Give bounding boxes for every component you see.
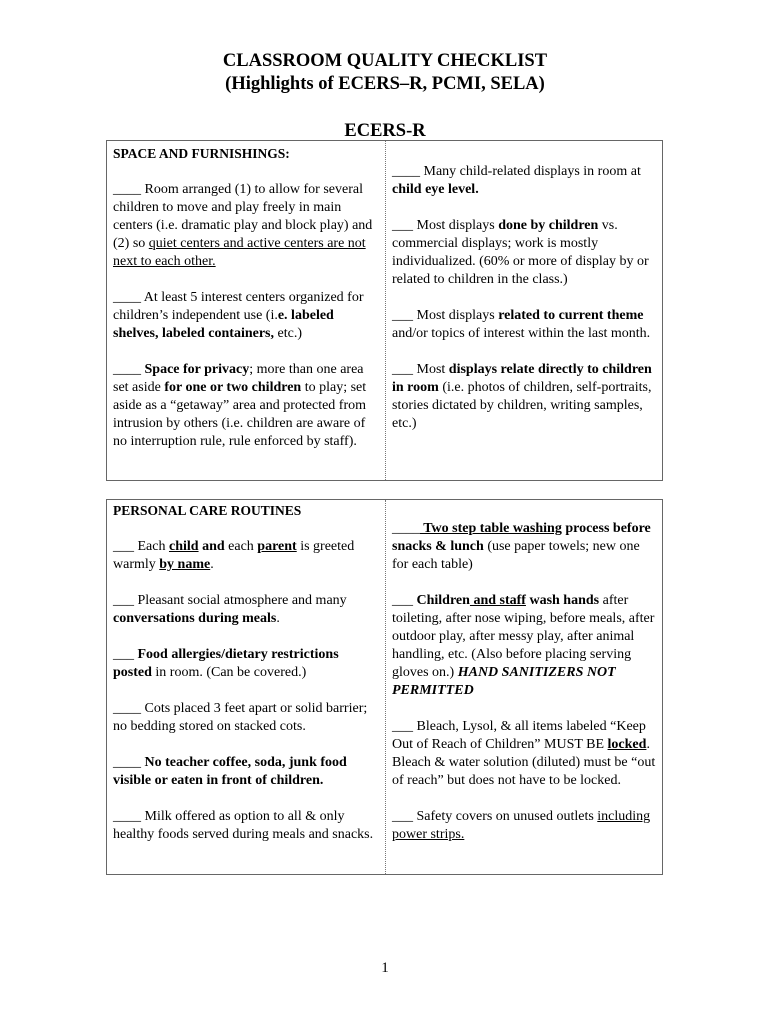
space-item-displays-theme: ___ Most displays related to current theme and/or topics of interest within the last month.	[392, 308, 651, 341]
care-item-hand-washing: ___ Children and staff wash hands after toileting, after nose wiping, before meals, after outdoor play, after messy play, after animal handling, etc. (Also before placing serving gloves on.) HAND SANITIZERS NOT PERMITTED	[392, 593, 655, 698]
checkbox-blank[interactable]: ___	[392, 809, 413, 824]
section-title: ECERS-R	[344, 121, 426, 141]
space-item-displays-eye-level: ____ Many child-related displays in room at child eye level.	[392, 164, 641, 197]
checkbox-blank[interactable]: ___	[392, 719, 413, 734]
care-heading: PERSONAL CARE ROUTINES	[113, 503, 302, 518]
space-right-column	[392, 141, 658, 433]
care-item-table-washing: ____ Two step table washing process before snacks & lunch (use paper towels; new one for each table)	[392, 521, 651, 572]
space-heading: SPACE AND FURNISHINGS:	[113, 146, 290, 161]
space-left-column	[113, 141, 381, 451]
care-left-column	[113, 500, 381, 844]
checkbox-blank[interactable]: ____	[113, 182, 141, 197]
checkbox-blank[interactable]: ____	[113, 362, 141, 377]
care-item-meal-conversations: ___ Pleasant social atmosphere and many conversations during meals.	[113, 593, 347, 626]
care-item-outlet-covers: ___ Safety covers on unused outlets including power strips.	[392, 809, 651, 842]
care-item-food-allergies: ___ Food allergies/dietary restrictions posted in room. (Can be covered.)	[113, 647, 339, 680]
document-subtitle: (Highlights of ECERS–R, PCMI, SELA)	[225, 74, 545, 94]
space-item-displays-relate: ___ Most displays relate directly to children in room (i.e. photos of children, self-portraits, stories dictated by children, writing samples, etc.)	[392, 362, 652, 431]
space-furnishings-table	[106, 140, 663, 481]
checkbox-blank[interactable]: ___	[392, 218, 413, 233]
checkbox-blank[interactable]: ___	[392, 593, 413, 608]
checkbox-blank[interactable]: ___	[392, 308, 413, 323]
checkbox-blank[interactable]: ___	[113, 593, 134, 608]
personal-care-table	[106, 499, 663, 875]
space-item-interest-centers: ____ At least 5 interest centers organized for children’s independent use (i.e. labeled shelves, labeled containers, etc.)	[113, 290, 364, 341]
care-item-milk: ____ Milk offered as option to all & only healthy foods served during meals and snacks.	[113, 809, 374, 842]
checkbox-blank[interactable]: ____	[392, 521, 420, 536]
care-item-chemicals-locked: ___ Bleach, Lysol, & all items labeled “Keep Out of Reach of Children” MUST BE locked. Bleach & water solution (diluted) must be “out of reach” but does not have to be locked.	[392, 719, 656, 788]
column-divider	[385, 141, 386, 480]
checkbox-blank[interactable]: ___	[113, 539, 134, 554]
page-number: 1	[381, 960, 389, 976]
space-item-displays-by-children: ___ Most displays done by children vs. commercial displays; work is mostly individualized. (60% or more of display by or related to children in the class.)	[392, 218, 649, 287]
document-title: CLASSROOM QUALITY CHECKLIST	[222, 51, 548, 71]
checkbox-blank[interactable]: ____	[113, 290, 141, 305]
care-right-column	[392, 500, 658, 844]
checkbox-blank[interactable]: ___	[113, 647, 134, 662]
checkbox-blank[interactable]: ____	[113, 701, 141, 716]
checkbox-blank[interactable]: ____	[392, 164, 420, 179]
space-item-room-arranged: ____ Room arranged (1) to allow for several children to move and play freely in main centers (i.e. dramatic play and block play) and (2) so quiet centers and active centers are not next to each other.	[113, 182, 373, 269]
care-item-greeting: ___ Each child and each parent is greeted warmly by name.	[113, 539, 355, 572]
checkbox-blank[interactable]: ____	[113, 809, 141, 824]
column-divider	[385, 500, 386, 874]
checkbox-blank[interactable]: ___	[392, 362, 413, 377]
care-item-no-junk-food: ____ No teacher coffee, soda, junk food visible or eaten in front of children.	[113, 755, 347, 788]
checkbox-blank[interactable]: ____	[113, 755, 141, 770]
space-item-privacy: ____ Space for privacy; more than one area set aside for one or two children to play; set aside as a “getaway” area and protected from intrusion by others (i.e. children are aware of no interruption rule, rule enforced by staff).	[113, 362, 367, 449]
care-item-cots: ____ Cots placed 3 feet apart or solid barrier; no bedding stored on stacked cots.	[113, 701, 368, 734]
